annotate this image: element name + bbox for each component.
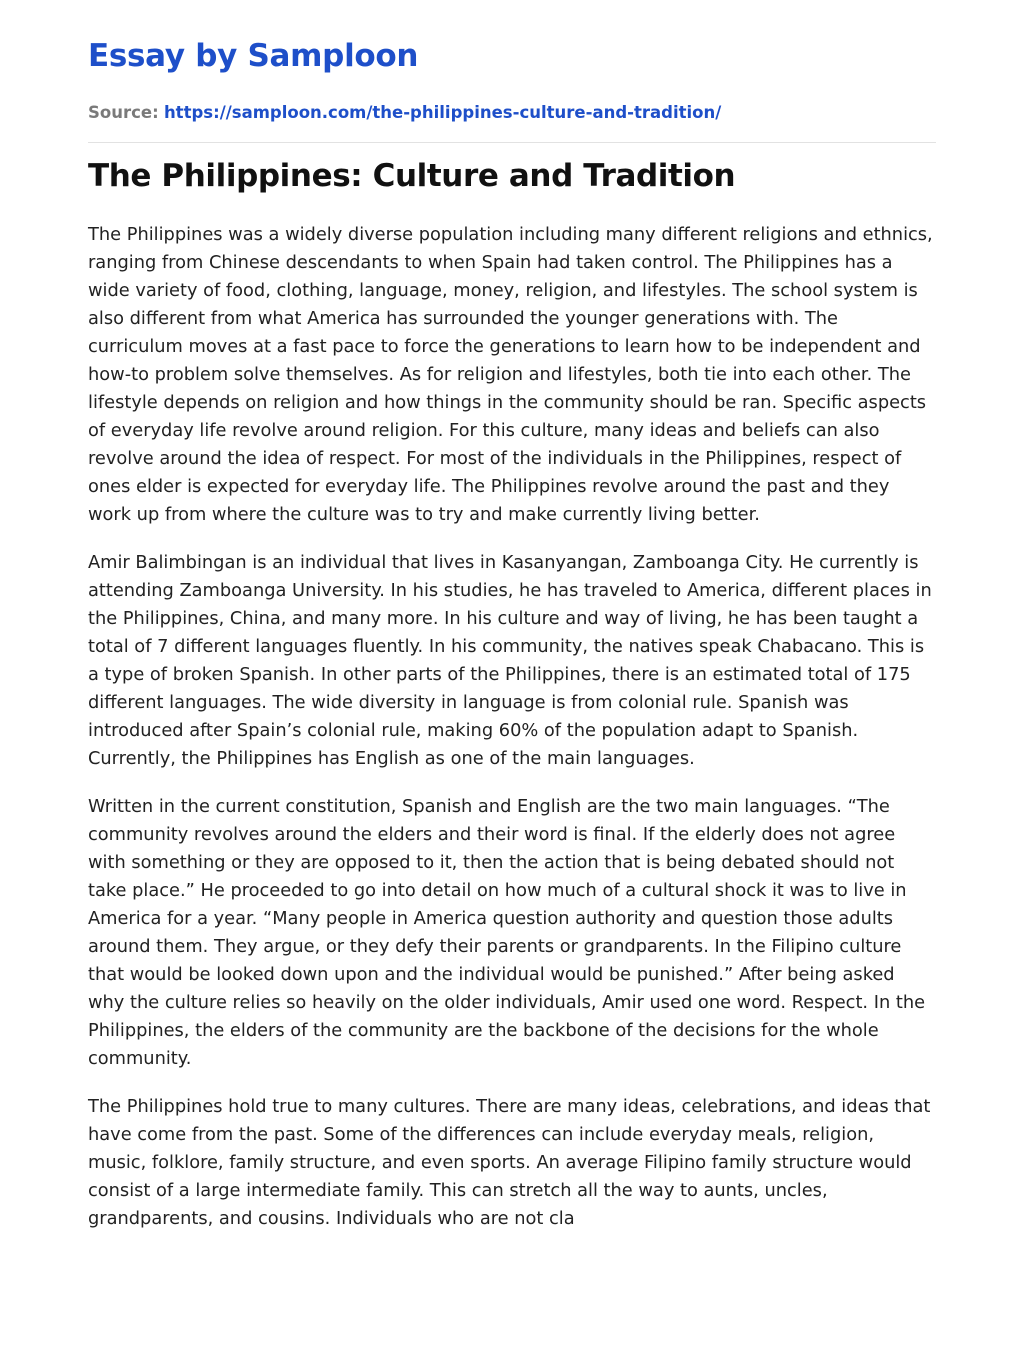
source-label: Source: (88, 103, 159, 122)
source-line (88, 101, 721, 125)
article-paragraph: The Philippines hold true to many cultures. There are many ideas, celebrations, and ideas that have come from the past. Some of the differences can include everyday meals, religion, music, folklore, family structure, and even sports. An average Filipino family structure would consist of a large intermediate family. This can stretch all the way to aunts, uncles, grandparents, and cousins. Individuals who are not cla (88, 1096, 931, 1229)
article-paragraph: The Philippines was a widely diverse population including many different religions and ethnics, ranging from Chinese descendants to when Spain had taken control. The Philippines has a wide variety of food, clothing, language, money, religion, and lifestyles. The school system is also different from what America has surrounded the younger generations with. The curriculum moves at a fast pace to force the generations to learn how to be independent and how-to problem solve themselves. As for religion and lifestyles, both tie into each other. The lifestyle depends on religion and how things in the community should be ran. Specific aspects of everyday life revolve around religion. For this culture, many ideas and beliefs can also revolve around the idea of respect. For most of the individuals in the Philippines, respect of ones elder is expected for everyday life. The Philippines revolve around the past and they work up from where the culture was to try and make currently living better. (88, 224, 933, 525)
site-brand[interactable]: Essay by Samploon (88, 38, 419, 74)
article-paragraph: Written in the current constitution, Spanish and English are the two main languages. “The community revolves around the elders and their word is final. If the elderly does not agree with something or they are opposed to it, then the action that is being debated should not take place.” He proceeded to go into detail on how much of a cultural shock it was to live in America for a year. “Many people in America question authority and question those adults around them. They argue, or they defy their parents or grandparents. In the Filipino culture that would be looked down upon and the individual would be punished.” After being asked why the culture relies so heavily on the older individuals, Amir used one word. Respect. In the Philippines, the elders of the community are the backbone of the decisions for the whole community. (88, 796, 926, 1069)
source-link[interactable]: https://samploon.com/the-philippines-culture-and-tradition/ (163, 103, 722, 122)
article-title: The Philippines: Culture and Tradition (88, 158, 736, 194)
article-body (88, 221, 936, 1253)
article-paragraph: Amir Balimbingan is an individual that lives in Kasanyangan, Zamboanga City. He currently is attending Zamboanga University. In his studies, he has traveled to America, different places in the Philippines, China, and many more. In his culture and way of living, he has been taught a total of 7 different languages fluently. In his community, the natives speak Chabacano. This is a type of broken Spanish. In other parts of the Philippines, there is an estimated total of 175 different languages. The wide diversity in language is from colonial rule. Spanish was introduced after Spain’s colonial rule, making 60% of the population adapt to Spanish. Currently, the Philippines has English as one of the main languages. (88, 552, 932, 769)
header-divider (88, 142, 936, 143)
